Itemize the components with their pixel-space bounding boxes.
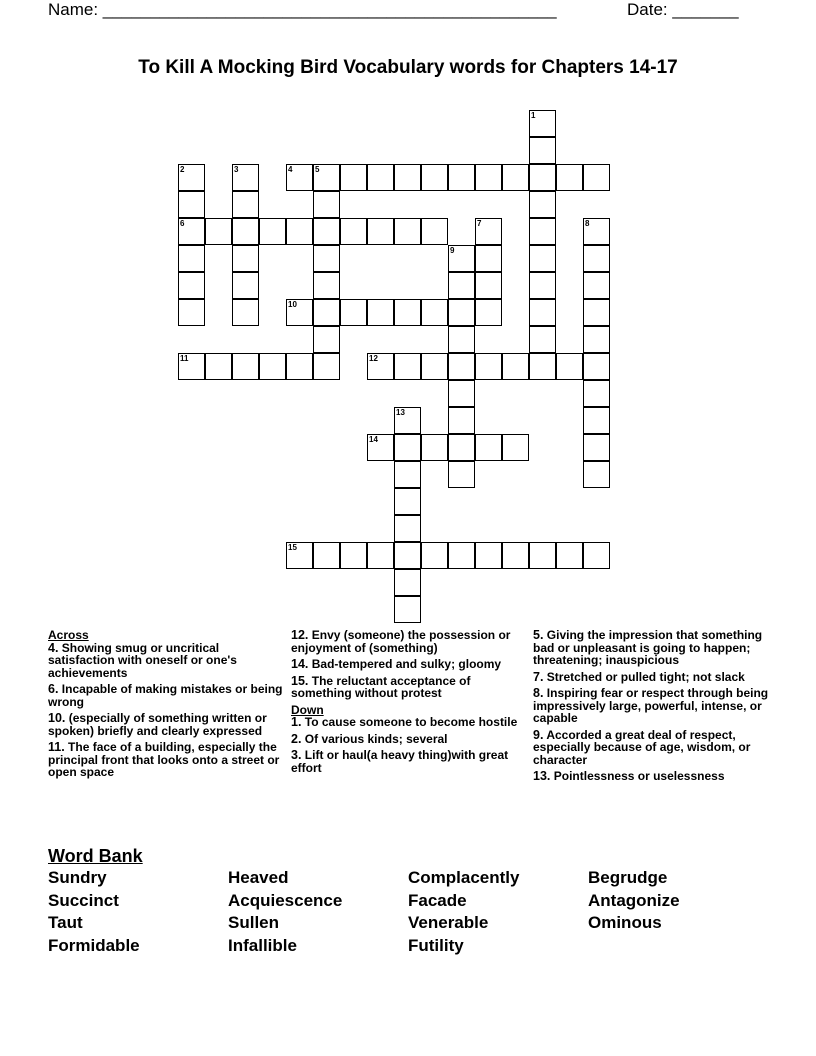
clue-across-14: 14. Bad-tempered and sulky; gloomy (291, 657, 502, 671)
clue-number: 4 (288, 165, 293, 174)
crossword-cell (313, 353, 340, 380)
crossword-cell (529, 272, 556, 299)
crossword-cell (178, 164, 205, 191)
crossword-cell (583, 380, 610, 407)
crossword-cell (394, 299, 421, 326)
crossword-cell (367, 164, 394, 191)
crossword-cell (448, 326, 475, 353)
clue-number: 9 (450, 246, 455, 255)
crossword-cell (529, 299, 556, 326)
crossword-cell (286, 164, 313, 191)
clue-number: 13 (396, 408, 405, 417)
crossword-cell (232, 353, 259, 380)
crossword-cell (232, 218, 259, 245)
crossword-cell (367, 218, 394, 245)
clue-number: 5 (315, 165, 320, 174)
crossword-cell (529, 326, 556, 353)
crossword-cell (475, 353, 502, 380)
crossword-cell (232, 272, 259, 299)
crossword-cell (502, 542, 529, 569)
name-field-label: Name: ________________________________________________ (48, 0, 557, 19)
crossword-cell (394, 542, 421, 569)
crossword-cell (259, 353, 286, 380)
crossword-cell (178, 353, 205, 380)
crossword-cell (448, 461, 475, 488)
crossword-cell (313, 299, 340, 326)
crossword-cell (583, 434, 610, 461)
crossword-cell (313, 191, 340, 218)
crossword-cell (340, 218, 367, 245)
crossword-cell (232, 164, 259, 191)
word-bank-word: Begrudge (588, 868, 668, 887)
crossword-cell (448, 299, 475, 326)
crossword-cell (583, 542, 610, 569)
crossword-cell (529, 110, 556, 137)
clue-down-2: 2. Of various kinds; several (291, 731, 448, 746)
clue-across-15: 15. The reluctant acceptance of something without protest (291, 673, 471, 700)
crossword-cell (529, 137, 556, 164)
clue-down-8: 8. Inspiring fear or respect through being impressively large, powerful, intense, or capable (533, 686, 769, 725)
crossword-cell (475, 218, 502, 245)
crossword-cell (313, 164, 340, 191)
crossword-cell (448, 380, 475, 407)
crossword-cell (178, 245, 205, 272)
across-heading: Across (48, 628, 89, 642)
crossword-cell (205, 218, 232, 245)
clue-number: 2 (180, 165, 185, 174)
clue-across-6: 6. Incapable of making mistakes or being wrong (48, 682, 283, 709)
clue-number: 15 (288, 543, 297, 552)
crossword-cell (313, 542, 340, 569)
crossword-cell (178, 299, 205, 326)
crossword-cell (583, 353, 610, 380)
clue-across-10: 10. (especially of something written or spoken) briefly and clearly expressed (48, 711, 267, 738)
crossword-cell (340, 299, 367, 326)
word-bank-word: Succinct (48, 891, 119, 910)
clue-down-3: 3. Lift or haul(a heavy thing)with great effort (291, 748, 509, 775)
crossword-cell (583, 461, 610, 488)
crossword-cell (394, 218, 421, 245)
word-bank-title: Word Bank (48, 846, 143, 866)
crossword-cell (367, 434, 394, 461)
crossword-cell (259, 218, 286, 245)
crossword-cell (205, 353, 232, 380)
crossword-cell (583, 218, 610, 245)
crossword-cell (340, 164, 367, 191)
clue-number: 6 (180, 219, 185, 228)
crossword-cell (475, 245, 502, 272)
crossword-cell (529, 218, 556, 245)
crossword-cell (556, 164, 583, 191)
clue-number: 1 (531, 111, 536, 120)
word-bank-word: Ominous (588, 913, 662, 932)
crossword-cell (583, 326, 610, 353)
clue-number: 12 (369, 354, 378, 363)
crossword-cell (448, 164, 475, 191)
crossword-cell (340, 542, 367, 569)
crossword-cell (529, 191, 556, 218)
crossword-cell (286, 299, 313, 326)
crossword-cell (178, 272, 205, 299)
word-bank-word: Heaved (228, 868, 289, 887)
crossword-cell (448, 542, 475, 569)
clues-column-1 (48, 629, 284, 783)
crossword-cell (529, 353, 556, 380)
crossword-cell (529, 245, 556, 272)
crossword-cell (394, 488, 421, 515)
clue-number: 14 (369, 435, 378, 444)
page-title: To Kill A Mocking Bird Vocabulary words for Chapters 14-17 (138, 57, 678, 78)
crossword-cell (502, 164, 529, 191)
clue-down-7: 7. Stretched or pulled tight; not slack (533, 669, 745, 684)
clue-across-12: 12. Envy (someone) the possession or enjoyment of (something) (291, 628, 511, 655)
crossword-cell (475, 272, 502, 299)
crossword-cell (421, 218, 448, 245)
down-heading: Down (291, 702, 324, 717)
crossword-cell (394, 353, 421, 380)
crossword-cell (394, 407, 421, 434)
crossword-cell (475, 164, 502, 191)
crossword-cell (286, 353, 313, 380)
word-bank-word: Formidable (48, 936, 140, 955)
clues-column-2 (291, 629, 521, 778)
crossword-cell (583, 164, 610, 191)
crossword-cell (421, 299, 448, 326)
crossword-cell (394, 596, 421, 623)
crossword-cell (502, 353, 529, 380)
word-bank-word: Sullen (228, 913, 280, 932)
clue-across-11: 11. The face of a building, especially the principal front that looks onto a street or open space (48, 740, 280, 779)
crossword-cell (286, 542, 313, 569)
crossword-cell (232, 191, 259, 218)
crossword-cell (448, 245, 475, 272)
crossword-cell (394, 461, 421, 488)
crossword-cell (313, 218, 340, 245)
crossword-cell (286, 218, 313, 245)
crossword-cell (529, 542, 556, 569)
clues-column-3 (533, 629, 773, 787)
crossword-cell (178, 218, 205, 245)
crossword-cell (367, 353, 394, 380)
crossword-cell (475, 299, 502, 326)
crossword-cell (556, 542, 583, 569)
date-field-label: Date: _______ (627, 0, 739, 19)
crossword-cell (367, 542, 394, 569)
crossword-cell (394, 434, 421, 461)
word-bank-word: Futility (408, 936, 464, 955)
crossword-cell (394, 515, 421, 542)
crossword-cell (556, 353, 583, 380)
crossword-cell (448, 434, 475, 461)
crossword-cell (475, 542, 502, 569)
word-bank-word: Venerable (408, 913, 489, 932)
crossword-cell (313, 245, 340, 272)
crossword-cell (448, 272, 475, 299)
clue-number: 8 (585, 219, 590, 228)
word-bank-word: Complacently (408, 868, 520, 887)
crossword-cell (394, 164, 421, 191)
crossword-cell (529, 164, 556, 191)
crossword-cell (448, 353, 475, 380)
word-bank-word: Acquiescence (228, 891, 343, 910)
crossword-cell (502, 434, 529, 461)
crossword-cell (583, 245, 610, 272)
clue-down-13: 13. Pointlessness or uselessness (533, 769, 725, 783)
crossword-cell (421, 434, 448, 461)
clue-number: 10 (288, 300, 297, 309)
crossword-cell (421, 353, 448, 380)
clue-number: 7 (477, 219, 482, 228)
crossword-cell (232, 299, 259, 326)
crossword-cell (232, 245, 259, 272)
clue-across-4: 4. Showing smug or uncritical satisfaction with oneself or one's achievements (48, 640, 237, 680)
crossword-cell (421, 542, 448, 569)
crossword-cell (583, 299, 610, 326)
crossword-cell (583, 272, 610, 299)
clue-number: 3 (234, 165, 239, 174)
crossword-cell (394, 569, 421, 596)
word-bank-word: Taut (48, 913, 83, 932)
crossword-cell (448, 407, 475, 434)
word-bank-word: Facade (408, 891, 467, 910)
word-bank-word: Infallible (228, 936, 297, 955)
clue-down-5: 5. Giving the impression that something bad or unpleasant is going to happen; threatening; inauspicious (533, 628, 763, 667)
clue-number: 11 (180, 354, 189, 363)
crossword-cell (475, 434, 502, 461)
crossword-cell (313, 326, 340, 353)
crossword-cell (583, 407, 610, 434)
crossword-cell (178, 191, 205, 218)
word-bank-word: Antagonize (588, 891, 680, 910)
clue-down-1: 1. To cause someone to become hostile (291, 715, 518, 729)
crossword-cell (421, 164, 448, 191)
crossword-cell (313, 272, 340, 299)
word-bank-word: Sundry (48, 868, 107, 887)
clue-down-9: 9. Accorded a great deal of respect, especially because of age, wisdom, or character (533, 727, 751, 767)
crossword-cell (367, 299, 394, 326)
